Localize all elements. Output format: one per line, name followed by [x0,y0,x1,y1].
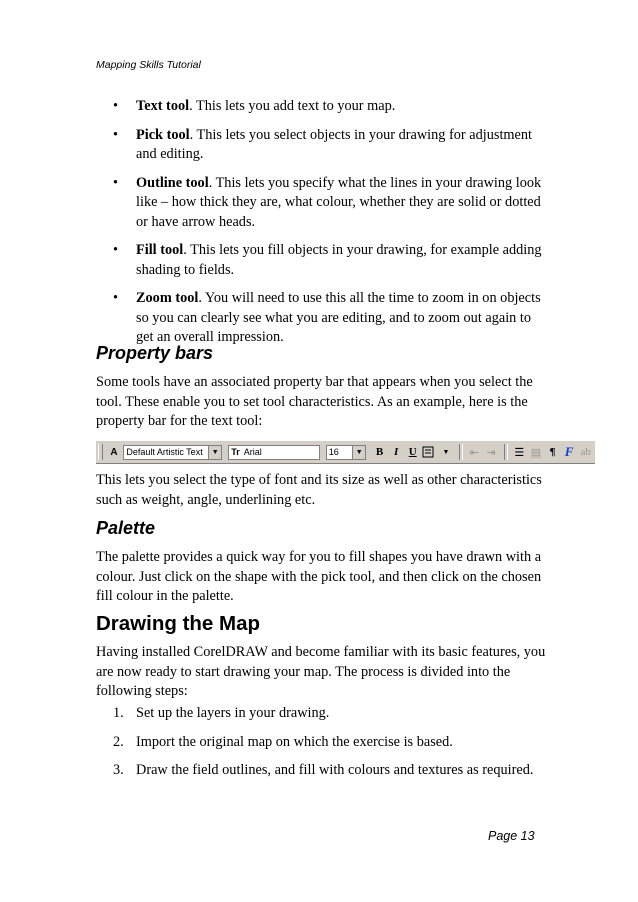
list-item: • Text tool. This lets you add text to your map. [113,98,396,114]
toolbar-grip[interactable] [98,444,103,460]
list-item: 2. Import the original map on which the exercise is based. [113,733,453,750]
chevron-down-icon: ▼ [208,446,221,459]
list-item: 1. Set up the layers in your drawing. [113,705,330,721]
text-property-bar [96,440,595,464]
list-item: • Fill tool. This lets you fill objects in your drawing, for example adding shading to fields. [113,242,542,278]
tool-desc: . This lets you add text to your map. [189,98,396,114]
tool-name: Pick tool [136,126,190,143]
preset-value: Default Artistic Text [126,447,203,457]
tool-list [113,97,543,357]
chevron-down-icon[interactable]: ▼ [442,448,450,456]
property-bars-heading: Property bars [96,343,214,363]
drawing-intro: Having installed CorelDRAW and become familiar with its basic features, you are now ready to start drawing your map. The process is divided into the following steps: [96,644,546,699]
edit-text-icon[interactable]: ab [580,446,591,458]
preset-combo[interactable] [123,445,222,460]
tool-desc: . This lets you specify what the lines in your drawing look like – how thick they are, what colour, whether they are solid or dotted or have arrow heads. [136,174,542,230]
toolbar-separator [459,444,463,460]
step-text: Import the original map on which the exercise is based. [136,733,453,750]
tool-name: Zoom tool [136,290,199,306]
list-item: 3. Draw the field outlines, and fill with colours and textures as required. [113,762,534,778]
property-bars-intro: Some tools have an associated property bar that appears when you select the tool. These enable you to set tool characteristics. As an example, here is the property bar for the text tool: [96,374,533,429]
drawing-heading: Drawing the Map [96,612,261,635]
tool-desc: . This lets you select objects in your drawing for adjustment and editing. [136,126,533,162]
format-text-icon[interactable]: F [564,444,574,459]
bold-button[interactable]: B [375,446,384,458]
running-header: Mapping Skills Tutorial [96,59,201,71]
page-number: Page 13 [488,829,535,843]
indent-decrease-icon[interactable]: ⇤ [469,446,479,459]
underline-button[interactable]: U [408,446,417,458]
chevron-down-icon: ▼ [352,446,365,459]
font-value: Arial [243,447,262,457]
list-item: • Pick tool. This lets you select objects in your drawing for adjustment and editing. [113,126,533,162]
tool-desc: . This lets you fill objects in your drawing, for example adding shading to fields. [136,242,542,278]
steps-list [113,704,543,790]
italic-button[interactable]: I [393,446,399,458]
preset-icon[interactable]: A [110,446,118,458]
bullet-list-icon[interactable]: ☰ [514,446,525,459]
font-combo[interactable] [228,445,320,460]
drop-cap-icon[interactable]: ▤ [530,446,542,459]
palette-heading: Palette [96,518,156,538]
tool-name: Fill tool [136,242,184,258]
align-icon[interactable] [422,444,437,460]
tool-desc: . You will need to use this all the time to zoom in on objects so you can clearly see what you are editing, and to zoom out again to get an overall impression. [136,290,541,345]
list-item: • Outline tool. This lets you specify what the lines in your drawing look like – how thick they are, what colour, whether they are solid or dotted or have arrow heads. [113,174,542,230]
align-glyph [422,446,436,458]
step-text: Set up the layers in your drawing. [136,705,330,721]
font-size-combo[interactable] [326,445,366,460]
font-size-value: 16 [328,447,339,457]
toolbar-separator [504,444,508,460]
property-bars-after: This lets you select the type of font and its size as well as other characteristics such as weight, angle, underlining etc. [96,472,542,508]
indent-increase-icon[interactable]: ⇥ [486,446,496,459]
tool-name: Outline tool [136,174,209,191]
palette-text: The palette provides a quick way for you to fill shapes you have drawn with a colour. Just click on the shape with the pick tool, and then click on the chosen fill colour in the palette. [96,549,542,604]
list-item: • Zoom tool. You will need to use this all the time to zoom in on objects so you can clearly see what you are editing, and to zoom out again to get an overall impression. [113,290,541,345]
tool-name: Text tool [136,98,190,114]
step-text: Draw the field outlines, and fill with colours and textures as required. [136,762,534,778]
pilcrow-icon[interactable]: ¶ [549,446,556,458]
font-type-icon: Tr [231,447,240,457]
